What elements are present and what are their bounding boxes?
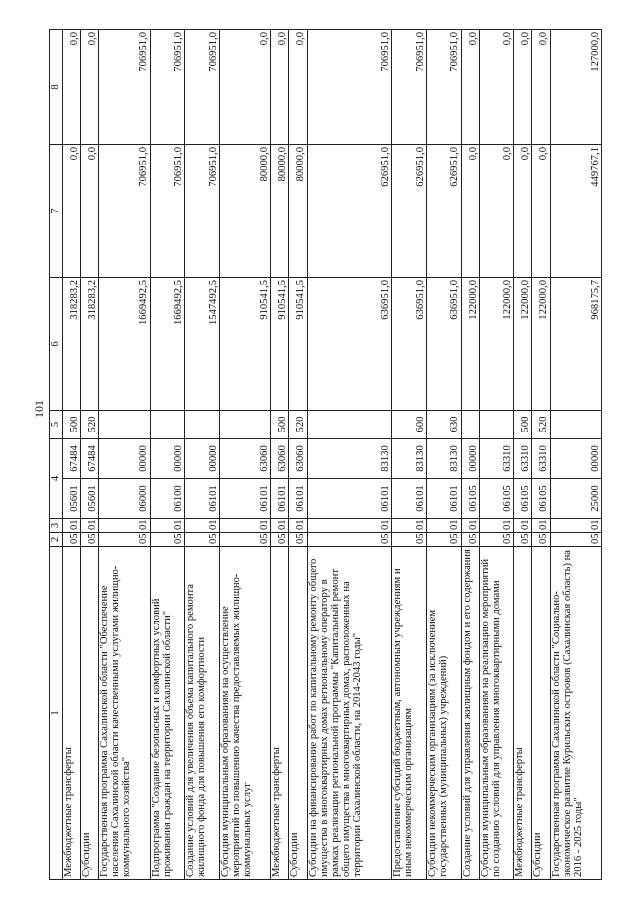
amount-col6: 318283,2 bbox=[81, 277, 99, 410]
code-expense-type: 600 bbox=[392, 410, 427, 438]
amount-col7: 80000,0 bbox=[219, 144, 270, 277]
code-program: 06100 bbox=[150, 479, 185, 519]
amount-col6: 910541,5 bbox=[289, 277, 307, 410]
code-section: 05 bbox=[426, 533, 461, 547]
code-direction: 63060 bbox=[289, 438, 307, 478]
amount-col6: 910541,5 bbox=[219, 277, 270, 410]
amount-col8: 0,0 bbox=[461, 29, 479, 144]
col-header-2: 2 bbox=[50, 533, 63, 547]
row-name: Субсидии на финансирование работ по капитальному ремонту общего имущества в многоквартирных домах региональному оператору в рамках реализации региональной программы "Капитальный ремонт общего имущества в многоквартирных домах, расположенных на территории Сахалинской области, на 2014-2043 годы" bbox=[307, 547, 392, 880]
code-subsection: 01 bbox=[532, 519, 550, 533]
row-name: Государственная программа Сахалинской области "Обеспечение населения Сахалинской области качественными услугами жилищно-коммунального хозяйства" bbox=[99, 547, 150, 880]
code-expense-type: 520 bbox=[81, 410, 99, 438]
amount-col8: 706951,0 bbox=[392, 29, 427, 144]
code-program: 06000 bbox=[99, 479, 150, 519]
budget-table bbox=[49, 29, 602, 880]
table-row bbox=[219, 29, 270, 879]
amount-col7: 626951,0 bbox=[426, 144, 461, 277]
code-direction: 83130 bbox=[392, 438, 427, 478]
code-direction: 63310 bbox=[479, 438, 514, 478]
amount-col6: 122000,0 bbox=[532, 277, 550, 410]
code-program: 06101 bbox=[392, 479, 427, 519]
code-program: 06105 bbox=[532, 479, 550, 519]
amount-col7: 0,0 bbox=[532, 144, 550, 277]
code-direction: 67484 bbox=[63, 438, 81, 478]
amount-col8: 0,0 bbox=[514, 29, 532, 144]
row-name: Субсидии bbox=[81, 547, 99, 880]
code-program: 06105 bbox=[461, 479, 479, 519]
amount-col8: 706951,0 bbox=[99, 29, 150, 144]
table-row bbox=[185, 29, 220, 879]
amount-col8: 706951,0 bbox=[150, 29, 185, 144]
code-section: 05 bbox=[81, 533, 99, 547]
code-expense-type: 520 bbox=[289, 410, 307, 438]
amount-col8: 706951,0 bbox=[307, 29, 392, 144]
code-subsection: 01 bbox=[219, 519, 270, 533]
code-section: 05 bbox=[461, 533, 479, 547]
amount-col7: 0,0 bbox=[461, 144, 479, 277]
code-section: 05 bbox=[185, 533, 220, 547]
table-row bbox=[532, 29, 550, 879]
code-direction: 00000 bbox=[150, 438, 185, 478]
table-row bbox=[99, 29, 150, 879]
row-name: Предоставление субсидий бюджетным, автономным учреждениям и иным некоммерческим организациям bbox=[392, 547, 427, 880]
amount-col6: 636951,0 bbox=[307, 277, 392, 410]
amount-col7: 449767,1 bbox=[550, 144, 601, 277]
code-program: 25000 bbox=[550, 479, 601, 519]
code-subsection: 01 bbox=[479, 519, 514, 533]
col-header-7: 7 bbox=[50, 144, 63, 277]
table-row bbox=[514, 29, 532, 879]
code-expense-type bbox=[461, 410, 479, 438]
amount-col7: 706951,0 bbox=[150, 144, 185, 277]
code-subsection: 01 bbox=[514, 519, 532, 533]
amount-col6: 122000,0 bbox=[514, 277, 532, 410]
table-row bbox=[550, 29, 601, 879]
col-header-6: 6 bbox=[50, 277, 63, 410]
code-subsection: 01 bbox=[150, 519, 185, 533]
col-header-4: 4 bbox=[50, 438, 63, 518]
row-name: Межбюджетные трансферты bbox=[271, 547, 289, 880]
code-subsection: 01 bbox=[550, 519, 601, 533]
table-row bbox=[392, 29, 427, 879]
amount-col7: 0,0 bbox=[514, 144, 532, 277]
code-direction: 63310 bbox=[514, 438, 532, 478]
code-subsection: 01 bbox=[289, 519, 307, 533]
amount-col8: 0,0 bbox=[479, 29, 514, 144]
col-header-5: 5 bbox=[50, 410, 63, 438]
code-expense-type bbox=[307, 410, 392, 438]
code-expense-type: 500 bbox=[514, 410, 532, 438]
code-program: 06105 bbox=[479, 479, 514, 519]
amount-col7: 80000,0 bbox=[271, 144, 289, 277]
amount-col7: 0,0 bbox=[479, 144, 514, 277]
code-expense-type bbox=[550, 410, 601, 438]
code-program: 06105 bbox=[514, 479, 532, 519]
row-name: Субсидии bbox=[532, 547, 550, 880]
amount-col7: 706951,0 bbox=[99, 144, 150, 277]
code-section: 05 bbox=[514, 533, 532, 547]
code-subsection: 01 bbox=[271, 519, 289, 533]
row-name: Подпрограмма "Создание безопасных и комфортных условий проживания граждан на территории Сахалинской области" bbox=[150, 547, 185, 880]
amount-col8: 127000,0 bbox=[550, 29, 601, 144]
amount-col6: 1669492,5 bbox=[150, 277, 185, 410]
amount-col6: 122000,0 bbox=[479, 277, 514, 410]
table-row bbox=[271, 29, 289, 879]
code-section: 05 bbox=[289, 533, 307, 547]
row-name: Создание условий для увеличения объема капитального ремонта жилищного фонда для повышения его комфортности bbox=[185, 547, 220, 880]
code-section: 05 bbox=[307, 533, 392, 547]
code-expense-type: 500 bbox=[63, 410, 81, 438]
col-header-8: 8 bbox=[50, 29, 63, 144]
code-section: 05 bbox=[550, 533, 601, 547]
code-expense-type: 630 bbox=[426, 410, 461, 438]
amount-col7: 0,0 bbox=[63, 144, 81, 277]
code-direction: 00000 bbox=[550, 438, 601, 478]
row-name: Межбюджетные трансферты bbox=[63, 547, 81, 880]
amount-col6: 968175,7 bbox=[550, 277, 601, 410]
code-program: 05601 bbox=[81, 479, 99, 519]
code-direction: 63060 bbox=[219, 438, 270, 478]
amount-col6: 910541,5 bbox=[271, 277, 289, 410]
header-row bbox=[50, 29, 63, 879]
code-program: 06101 bbox=[219, 479, 270, 519]
code-subsection: 01 bbox=[392, 519, 427, 533]
amount-col8: 0,0 bbox=[289, 29, 307, 144]
amount-col6: 636951,0 bbox=[392, 277, 427, 410]
amount-col6: 1547492,5 bbox=[185, 277, 220, 410]
code-section: 05 bbox=[479, 533, 514, 547]
code-expense-type: 520 bbox=[532, 410, 550, 438]
row-name: Субсидия муниципальным образованиям на осуществление мероприятий по повышению качества предоставляемых жилищно-коммунальных услуг bbox=[219, 547, 270, 880]
amount-col6: 1669492,5 bbox=[99, 277, 150, 410]
code-section: 05 bbox=[532, 533, 550, 547]
code-section: 05 bbox=[150, 533, 185, 547]
row-name: Субсидии некоммерческим организациям (за исключением государственных (муниципальных) учреждений) bbox=[426, 547, 461, 880]
code-program: 06101 bbox=[185, 479, 220, 519]
code-subsection: 01 bbox=[63, 519, 81, 533]
code-subsection: 01 bbox=[81, 519, 99, 533]
code-subsection: 01 bbox=[461, 519, 479, 533]
amount-col7: 706951,0 bbox=[185, 144, 220, 277]
amount-col8: 706951,0 bbox=[185, 29, 220, 144]
code-expense-type bbox=[99, 410, 150, 438]
code-direction: 00000 bbox=[461, 438, 479, 478]
amount-col7: 626951,0 bbox=[392, 144, 427, 277]
amount-col8: 0,0 bbox=[271, 29, 289, 144]
code-subsection: 01 bbox=[185, 519, 220, 533]
row-name: Субсидии bbox=[289, 547, 307, 880]
code-subsection: 01 bbox=[307, 519, 392, 533]
code-expense-type bbox=[185, 410, 220, 438]
table-row bbox=[63, 29, 81, 879]
row-name: Создание условий для управления жилищным фондом и его содержания bbox=[461, 547, 479, 880]
code-expense-type bbox=[150, 410, 185, 438]
code-expense-type: 500 bbox=[271, 410, 289, 438]
row-name: Субсидия муниципальным образованиям на реализацию мероприятий по созданию условий для управления многоквартирными домами bbox=[479, 547, 514, 880]
code-direction: 67484 bbox=[81, 438, 99, 478]
code-direction: 63060 bbox=[271, 438, 289, 478]
amount-col6: 636951,0 bbox=[426, 277, 461, 410]
table-row bbox=[461, 29, 479, 879]
row-name: Государственная программа Сахалинской области "Социально-экономическое развитие Курильских островов (Сахалинская область) на 2016 - 2025 годы" bbox=[550, 547, 601, 880]
table-row bbox=[307, 29, 392, 879]
table-row bbox=[289, 29, 307, 879]
code-expense-type bbox=[219, 410, 270, 438]
code-section: 05 bbox=[99, 533, 150, 547]
table-row bbox=[479, 29, 514, 879]
code-direction: 00000 bbox=[185, 438, 220, 478]
amount-col7: 0,0 bbox=[81, 144, 99, 277]
code-direction: 83130 bbox=[307, 438, 392, 478]
amount-col8: 706951,0 bbox=[426, 29, 461, 144]
rotated-table-container bbox=[49, 30, 602, 880]
code-program: 06101 bbox=[271, 479, 289, 519]
code-direction: 63310 bbox=[532, 438, 550, 478]
code-expense-type bbox=[479, 410, 514, 438]
row-name: Межбюджетные трансферты bbox=[514, 547, 532, 880]
amount-col8: 0,0 bbox=[81, 29, 99, 144]
table-row bbox=[81, 29, 99, 879]
amount-col8: 0,0 bbox=[63, 29, 81, 144]
table-row bbox=[150, 29, 185, 879]
code-program: 06101 bbox=[307, 479, 392, 519]
col-header-1: 1 bbox=[50, 547, 63, 880]
amount-col7: 80000,0 bbox=[289, 144, 307, 277]
code-subsection: 01 bbox=[426, 519, 461, 533]
code-program: 06101 bbox=[426, 479, 461, 519]
code-section: 05 bbox=[392, 533, 427, 547]
code-program: 06101 bbox=[289, 479, 307, 519]
col-header-3: 3 bbox=[50, 519, 63, 533]
code-section: 05 bbox=[271, 533, 289, 547]
code-program: 05601 bbox=[63, 479, 81, 519]
amount-col6: 122000,0 bbox=[461, 277, 479, 410]
amount-col7: 626951,0 bbox=[307, 144, 392, 277]
table-row bbox=[426, 29, 461, 879]
amount-col6: 318283,2 bbox=[63, 277, 81, 410]
code-subsection: 01 bbox=[99, 519, 150, 533]
code-direction: 00000 bbox=[99, 438, 150, 478]
code-direction: 83130 bbox=[426, 438, 461, 478]
page-number: 101 bbox=[32, 400, 46, 418]
code-section: 05 bbox=[219, 533, 270, 547]
amount-col8: 0,0 bbox=[219, 29, 270, 144]
amount-col8: 0,0 bbox=[532, 29, 550, 144]
code-section: 05 bbox=[63, 533, 81, 547]
